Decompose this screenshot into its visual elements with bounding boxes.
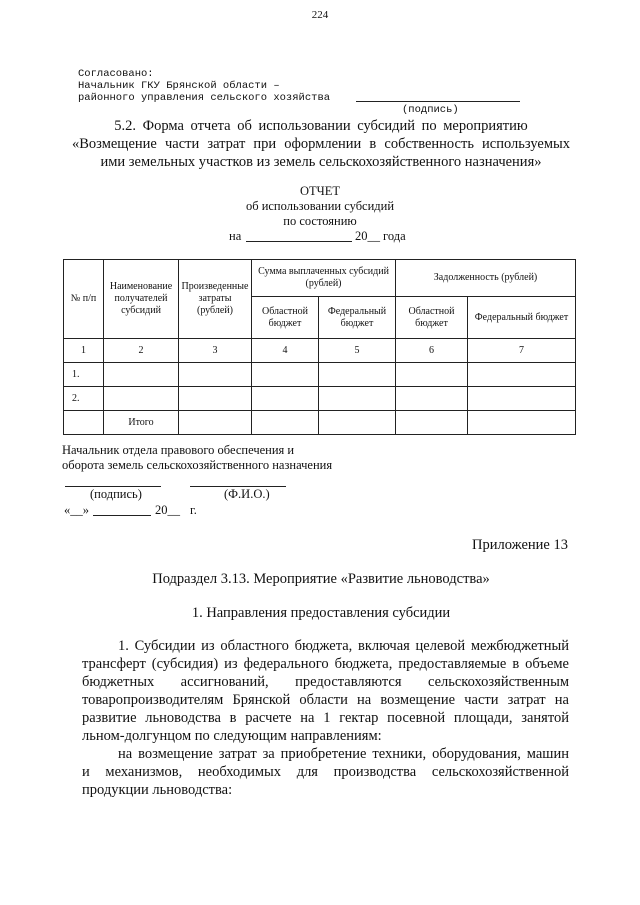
approval-label: Согласовано: <box>78 68 154 80</box>
signoff-position-line2: оборота земель сельскохозяйственного назначения <box>62 458 333 472</box>
signoff-position-line1: Начальник отдела правового обеспечения и <box>62 443 295 457</box>
signoff-date-year: 20__ <box>155 503 180 517</box>
paragraph-line: на возмещение затрат за приобретение техники, оборудования, машин <box>118 746 569 762</box>
approval-signature-line <box>356 101 520 102</box>
column-number: 6 <box>396 339 468 363</box>
total-label: Итого <box>104 411 179 435</box>
section-heading-line2: «Возмещение части затрат при оформлении в собственность используемых <box>72 136 570 152</box>
report-as-of: по состоянию <box>283 214 357 228</box>
directions-title: 1. Направления предоставления субсидии <box>191 605 451 621</box>
paragraph-line: продукции льноводства: <box>82 782 233 798</box>
header-num: № п/п <box>64 260 104 339</box>
header-paid-subsidies: Сумма выплаченных субсидий (рублей) <box>252 260 396 297</box>
paragraph-line: товаропроизводителям Брянской области на возмещение части затрат на <box>82 692 569 708</box>
subsection-title: Подраздел 3.13. Мероприятие «Развитие льноводства» <box>152 571 490 587</box>
signoff-date-month-line <box>93 515 151 516</box>
report-table <box>63 259 576 435</box>
column-number: 5 <box>319 339 396 363</box>
table-row <box>64 363 576 387</box>
signoff-date-suffix: г. <box>190 503 197 517</box>
approval-signature-caption: (подпись) <box>402 104 459 116</box>
approval-position-line1: Начальник ГКУ Брянской области – <box>78 80 280 92</box>
report-date-year: 20__ <box>355 229 380 243</box>
paragraph-line: трансферт (субсидия) из федерального бюджета, предоставляемые в объеме <box>82 656 569 672</box>
header-debt: Задолженность (рублей) <box>396 260 576 297</box>
report-date-suffix: года <box>383 229 406 243</box>
header-debt-federal: Федеральный бюджет <box>468 297 576 339</box>
table-total-row <box>64 411 576 435</box>
section-heading-line1: 5.2. Форма отчета об использовании субсидий по мероприятию <box>114 118 528 134</box>
approval-position-line2: районного управления сельского хозяйства <box>78 92 331 104</box>
signoff-name-caption: (Ф.И.О.) <box>224 487 270 501</box>
report-date-prefix: на <box>229 229 242 243</box>
paragraph-line: развитие льноводства в расчете на 1 гектар посевной площади, занятой <box>82 710 569 726</box>
report-title: ОТЧЕТ <box>299 184 341 198</box>
page-number: 224 <box>311 9 329 21</box>
column-number: 3 <box>179 339 252 363</box>
signoff-date-day: «__» <box>64 503 89 517</box>
report-date-line <box>246 241 352 242</box>
header-recipients: Наименование получателей субсидий <box>104 260 179 339</box>
column-number: 4 <box>252 339 319 363</box>
column-number: 7 <box>468 339 576 363</box>
header-debt-regional: Областной бюджет <box>396 297 468 339</box>
section-heading-line3: ими земельных участков из земель сельскохозяйственного назначения» <box>100 154 542 170</box>
signoff-signature-caption: (подпись) <box>90 487 142 501</box>
row-number: 2. <box>64 387 104 411</box>
paragraph-line: бюджетных ассигнований, предоставляются сельскохозяйственным <box>82 674 569 690</box>
appendix-label: Приложение 13 <box>472 537 568 553</box>
report-subtitle: об использовании субсидий <box>245 199 395 213</box>
header-paid-federal: Федеральный бюджет <box>319 297 396 339</box>
paragraph-line: 1. Субсидии из областного бюджета, включая целевой межбюджетный <box>118 638 569 654</box>
column-number: 2 <box>104 339 179 363</box>
paragraph-line: льном-долгунцом по следующим направлениям: <box>82 728 382 744</box>
column-number: 1 <box>64 339 104 363</box>
paragraph-line: и механизмов, необходимых для производства сельскохозяйственной <box>82 764 569 780</box>
header-costs: Произведенные затраты (рублей) <box>179 260 252 339</box>
table-row <box>64 387 576 411</box>
header-paid-regional: Областной бюджет <box>252 297 319 339</box>
row-number: 1. <box>64 363 104 387</box>
